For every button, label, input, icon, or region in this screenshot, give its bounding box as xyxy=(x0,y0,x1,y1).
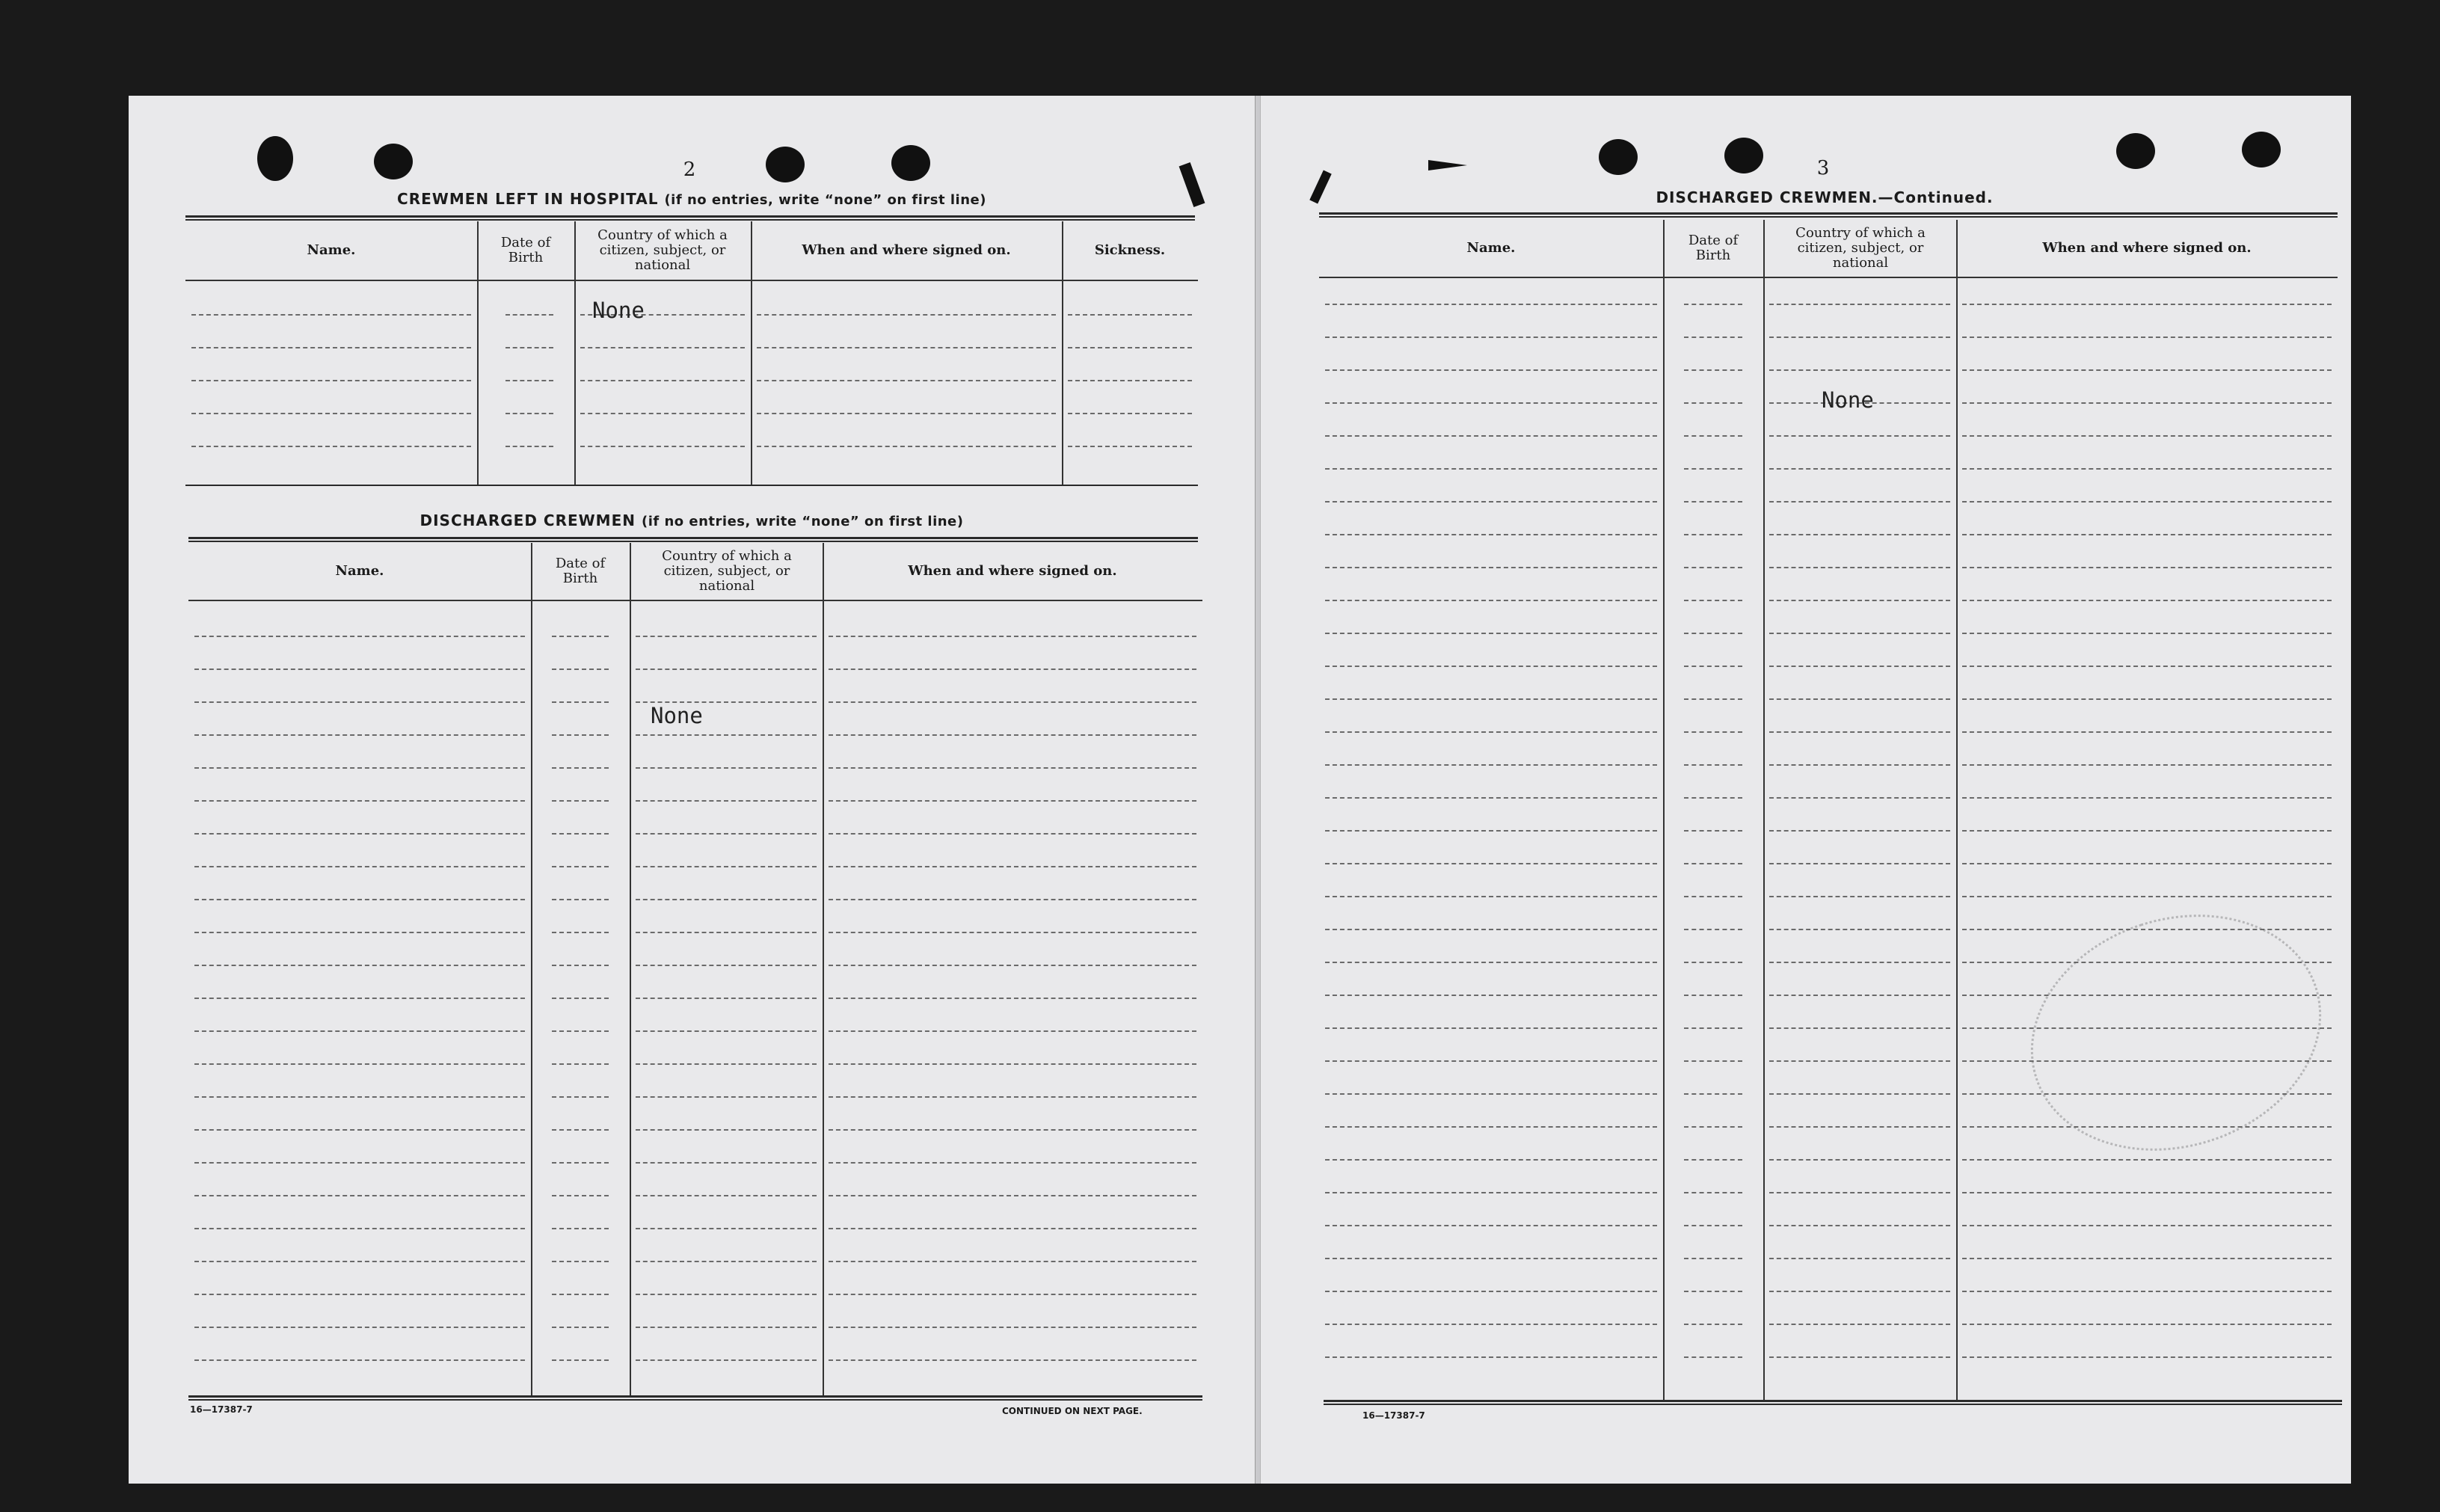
form-number: 16—17387-7 xyxy=(190,1404,253,1415)
section-rule xyxy=(1324,1400,2342,1405)
ruled-line xyxy=(1325,962,1657,963)
ruled-line xyxy=(1325,402,1657,404)
ruled-line xyxy=(194,767,525,769)
ruled-line xyxy=(829,1096,1196,1098)
section-rule xyxy=(1319,212,2338,218)
ruled-line xyxy=(1769,600,1950,601)
ruled-line xyxy=(194,669,525,670)
ruled-line xyxy=(194,1359,525,1361)
ruled-line xyxy=(1684,468,1742,470)
ruled-line xyxy=(552,701,609,703)
ruled-line xyxy=(580,413,745,414)
punch-hole xyxy=(891,145,930,181)
ruled-line xyxy=(1769,501,1950,503)
ruled-line xyxy=(636,800,817,802)
ruled-line xyxy=(1962,402,2332,404)
ruled-line xyxy=(1325,731,1657,733)
column-header: Country of which a citizen, subject, or national xyxy=(597,227,728,273)
section-rule xyxy=(185,485,1198,486)
ruled-line xyxy=(1325,501,1657,503)
ruled-line xyxy=(1769,435,1950,437)
ruled-line xyxy=(1769,1258,1950,1259)
ruled-line xyxy=(829,899,1196,900)
ruled-line xyxy=(552,1327,609,1328)
ruled-line xyxy=(1962,797,2332,799)
ruled-line xyxy=(1325,995,1657,996)
ruled-line xyxy=(1962,369,2332,371)
ruled-line xyxy=(1962,731,2332,733)
column-header: Country of which a citizen, subject, or national xyxy=(662,548,792,594)
ruled-line xyxy=(194,1294,525,1295)
ruled-line xyxy=(636,1294,817,1295)
ruled-line xyxy=(1325,468,1657,470)
discharged-none-entry: None xyxy=(651,703,703,728)
ruled-line xyxy=(194,1129,525,1131)
ruled-line xyxy=(1684,369,1742,371)
ruled-line xyxy=(1325,764,1657,766)
ruled-line xyxy=(1769,1159,1950,1161)
ruled-line xyxy=(636,1195,817,1196)
ruled-line xyxy=(1684,402,1742,404)
ruled-line xyxy=(757,347,1056,348)
ruled-line xyxy=(829,1327,1196,1328)
ruled-line xyxy=(1684,962,1742,963)
ruled-line xyxy=(636,965,817,966)
ruled-line xyxy=(1684,304,1742,305)
ruled-line xyxy=(1325,534,1657,535)
ruled-line xyxy=(1684,863,1742,864)
ruled-line xyxy=(636,1162,817,1164)
ruled-line xyxy=(194,1096,525,1098)
ruled-line xyxy=(552,1228,609,1229)
ruled-line xyxy=(194,1195,525,1196)
right-none-entry: None xyxy=(1822,387,1874,413)
ruled-line xyxy=(1769,468,1950,470)
ruled-line xyxy=(194,1327,525,1328)
ruled-line xyxy=(1962,435,2332,437)
hospital-title: CREWMEN LEFT IN HOSPITAL xyxy=(397,190,659,208)
ruled-line xyxy=(1684,1192,1742,1193)
page-fold xyxy=(1255,96,1261,1484)
ruled-line xyxy=(552,965,609,966)
section-rule xyxy=(188,1395,1202,1401)
ruled-line xyxy=(1962,863,2332,864)
ruled-line xyxy=(1325,797,1657,799)
column-header: Country of which a citizen, subject, or national xyxy=(1795,225,1926,271)
ruled-line xyxy=(1962,698,2332,700)
ruled-line xyxy=(1325,896,1657,897)
ruled-line xyxy=(552,1294,609,1295)
ruled-line xyxy=(1684,764,1742,766)
ruled-line xyxy=(552,1359,609,1361)
ruled-line xyxy=(194,1063,525,1065)
ruled-line xyxy=(1769,1060,1950,1062)
ruled-line xyxy=(1325,304,1657,305)
ruled-line xyxy=(1068,347,1192,348)
column-header: When and where signed on. xyxy=(2042,240,2252,256)
ruled-line xyxy=(1769,962,1950,963)
ruled-line xyxy=(1769,698,1950,700)
ruled-line xyxy=(1325,830,1657,832)
ruled-line xyxy=(1769,336,1950,338)
ruled-line xyxy=(552,669,609,670)
ruled-line xyxy=(1684,731,1742,733)
punch-hole xyxy=(1599,139,1638,175)
section-rule xyxy=(188,537,1198,542)
ruled-line xyxy=(636,1096,817,1098)
ruled-line xyxy=(194,932,525,933)
ruled-line xyxy=(1325,1060,1657,1062)
ruled-line xyxy=(636,1261,817,1262)
hospital-section-title xyxy=(397,190,986,208)
ruled-line xyxy=(636,833,817,835)
ruled-line xyxy=(1962,1291,2332,1292)
ruled-line xyxy=(636,1327,817,1328)
ruled-line xyxy=(1684,896,1742,897)
ruled-line xyxy=(1962,534,2332,535)
ruled-line xyxy=(1684,501,1742,503)
ruled-line xyxy=(1962,633,2332,634)
ruled-line xyxy=(829,998,1196,999)
ruled-line xyxy=(194,833,525,835)
ruled-line xyxy=(191,347,471,348)
ruled-line xyxy=(1962,336,2332,338)
ruled-line xyxy=(829,1030,1196,1032)
ruled-line xyxy=(552,800,609,802)
ruled-line xyxy=(552,998,609,999)
ruled-line xyxy=(1962,1324,2332,1325)
discharged-title: DISCHARGED CREWMEN xyxy=(420,511,636,529)
ruled-line xyxy=(1962,1192,2332,1193)
punch-hole xyxy=(766,147,805,182)
ruled-line xyxy=(829,701,1196,703)
ruled-line xyxy=(1325,435,1657,437)
column-header: When and where signed on. xyxy=(908,563,1117,579)
ruled-line xyxy=(1962,830,2332,832)
ruled-line xyxy=(636,1063,817,1065)
ruled-line xyxy=(829,636,1196,637)
ruled-line xyxy=(1068,446,1192,447)
ruled-line xyxy=(1684,1126,1742,1128)
ruled-line xyxy=(1684,929,1742,930)
punch-hole xyxy=(2242,132,2281,168)
ruled-line xyxy=(1769,1027,1950,1029)
ruled-line xyxy=(1769,369,1950,371)
ruled-line xyxy=(829,1063,1196,1065)
ruled-line xyxy=(1769,995,1950,996)
ruled-line xyxy=(552,833,609,835)
punch-hole xyxy=(1724,138,1763,173)
ruled-line xyxy=(1684,1356,1742,1358)
ruled-line xyxy=(1962,304,2332,305)
ruled-line xyxy=(194,866,525,867)
ruled-line xyxy=(1325,1258,1657,1259)
ruled-line xyxy=(191,446,471,447)
ruled-line xyxy=(1684,797,1742,799)
column-header: Date of Birth xyxy=(500,235,551,265)
ruled-line xyxy=(1325,1356,1657,1358)
ruled-line xyxy=(1962,666,2332,667)
ruled-line xyxy=(1962,896,2332,897)
ruled-line xyxy=(1769,863,1950,864)
ruled-line xyxy=(636,1030,817,1032)
ruled-line xyxy=(636,669,817,670)
ruled-line xyxy=(1325,567,1657,568)
column-header: Name. xyxy=(335,563,384,579)
ruled-line xyxy=(1769,896,1950,897)
punch-hole xyxy=(374,144,413,179)
ruled-line xyxy=(552,734,609,736)
ruled-line xyxy=(194,734,525,736)
ruled-line xyxy=(1684,1060,1742,1062)
ruled-line xyxy=(194,1261,525,1262)
ruled-line xyxy=(194,636,525,637)
ruled-line xyxy=(552,899,609,900)
ruled-line xyxy=(636,1129,817,1131)
ruled-line xyxy=(1769,304,1950,305)
ruled-line xyxy=(194,899,525,900)
ruled-line xyxy=(829,669,1196,670)
ruled-line xyxy=(1684,1093,1742,1095)
ruled-line xyxy=(1684,336,1742,338)
ruled-line xyxy=(552,1096,609,1098)
ruled-line xyxy=(1068,380,1192,381)
right-section-title: DISCHARGED CREWMEN.—Continued. xyxy=(1656,188,1994,206)
ruled-line xyxy=(1769,764,1950,766)
ruled-line xyxy=(1684,633,1742,634)
ruled-line xyxy=(829,1129,1196,1131)
ruled-line xyxy=(1684,1291,1742,1292)
ruled-line xyxy=(1769,797,1950,799)
ruled-line xyxy=(1325,929,1657,930)
ruled-line xyxy=(1684,698,1742,700)
ruled-line xyxy=(757,446,1056,447)
ruled-line xyxy=(1325,600,1657,601)
ruled-line xyxy=(636,1228,817,1229)
ruled-line xyxy=(1684,666,1742,667)
ruled-line xyxy=(194,965,525,966)
ruled-line xyxy=(1068,314,1192,316)
section-rule xyxy=(185,215,1195,221)
ruled-line xyxy=(1684,1324,1742,1325)
ruled-line xyxy=(552,1162,609,1164)
ruled-line xyxy=(1962,600,2332,601)
ruled-line xyxy=(552,636,609,637)
ruled-line xyxy=(829,1359,1196,1361)
hospital-none-entry: None xyxy=(592,298,645,323)
ruled-line xyxy=(829,1162,1196,1164)
ruled-line xyxy=(505,413,553,414)
ruled-line xyxy=(636,998,817,999)
ruled-line xyxy=(829,1294,1196,1295)
ruled-line xyxy=(552,1195,609,1196)
ruled-line xyxy=(505,446,553,447)
ruled-line xyxy=(1769,534,1950,535)
ruled-line xyxy=(829,734,1196,736)
ruled-line xyxy=(1962,1356,2332,1358)
ruled-line xyxy=(1325,633,1657,634)
ruled-line xyxy=(1325,1192,1657,1193)
ruled-line xyxy=(1068,413,1192,414)
column-header: Date of Birth xyxy=(555,556,606,586)
page-number: 3 xyxy=(1816,157,1830,179)
ruled-line xyxy=(829,1261,1196,1262)
ruled-line xyxy=(1769,1093,1950,1095)
ruled-line xyxy=(1684,567,1742,568)
ruled-line xyxy=(552,866,609,867)
ruled-line xyxy=(829,965,1196,966)
ruled-line xyxy=(829,1195,1196,1196)
ruled-line xyxy=(1769,1291,1950,1292)
ruled-line xyxy=(1684,1027,1742,1029)
ruled-line xyxy=(580,446,745,447)
ruled-line xyxy=(1769,1126,1950,1128)
ruled-line xyxy=(580,347,745,348)
discharged-table-left xyxy=(188,543,1202,1395)
ruled-line xyxy=(1769,1225,1950,1226)
form-number: 16—17387-7 xyxy=(1362,1410,1425,1421)
ruled-line xyxy=(636,734,817,736)
ruled-line xyxy=(1684,534,1742,535)
ruled-line xyxy=(1325,1126,1657,1128)
ruled-line xyxy=(1769,633,1950,634)
ruled-line xyxy=(1962,1225,2332,1226)
ruled-line xyxy=(1769,1192,1950,1193)
ruled-line xyxy=(1962,764,2332,766)
ruled-line xyxy=(191,380,471,381)
ruled-line xyxy=(1684,435,1742,437)
ruled-line xyxy=(1325,1291,1657,1292)
ruled-line xyxy=(636,767,817,769)
ruled-line xyxy=(552,932,609,933)
ruled-line xyxy=(580,380,745,381)
ruled-line xyxy=(1769,731,1950,733)
ruled-line xyxy=(194,1030,525,1032)
ruled-line xyxy=(1325,1225,1657,1226)
ruled-line xyxy=(1962,1258,2332,1259)
ruled-line xyxy=(757,413,1056,414)
ruled-line xyxy=(505,314,553,316)
ruled-line xyxy=(829,866,1196,867)
hospital-instruction: (if no entries, write “none” on first line) xyxy=(664,192,986,208)
ruled-line xyxy=(1684,1159,1742,1161)
discharged-table-right xyxy=(1319,220,2338,1400)
discharged-section-title xyxy=(420,511,964,529)
ruled-line xyxy=(1769,567,1950,568)
ruled-line xyxy=(1325,369,1657,371)
ruled-line xyxy=(194,998,525,999)
discharged-instruction: (if no entries, write “none” on first line) xyxy=(641,514,964,529)
column-header: Name. xyxy=(307,242,356,258)
ruled-line xyxy=(552,1063,609,1065)
punch-hole xyxy=(257,136,293,181)
ruled-line xyxy=(757,380,1056,381)
ruled-line xyxy=(1325,666,1657,667)
ruled-line xyxy=(636,932,817,933)
ruled-line xyxy=(505,347,553,348)
ruled-line xyxy=(1962,468,2332,470)
ruled-line xyxy=(194,701,525,703)
ruled-line xyxy=(1325,698,1657,700)
ruled-line xyxy=(191,314,471,316)
ruled-line xyxy=(1684,1258,1742,1259)
ruled-line xyxy=(191,413,471,414)
ruled-line xyxy=(552,767,609,769)
ruled-line xyxy=(1769,1356,1950,1358)
ruled-line xyxy=(1325,863,1657,864)
column-header: Date of Birth xyxy=(1688,233,1739,263)
ruled-line xyxy=(1962,567,2332,568)
ruled-line xyxy=(829,833,1196,835)
ruled-line xyxy=(552,1261,609,1262)
ruled-line xyxy=(552,1129,609,1131)
ruled-line xyxy=(194,800,525,802)
ruled-line xyxy=(194,1228,525,1229)
ruled-line xyxy=(1684,995,1742,996)
ruled-line xyxy=(829,767,1196,769)
ruled-line xyxy=(636,899,817,900)
ruled-line xyxy=(194,1162,525,1164)
ruled-line xyxy=(1769,830,1950,832)
ruled-line xyxy=(505,380,553,381)
ruled-line xyxy=(636,636,817,637)
ruled-line xyxy=(829,1228,1196,1229)
ruled-line xyxy=(829,800,1196,802)
ruled-line xyxy=(1962,1159,2332,1161)
ruled-line xyxy=(552,1030,609,1032)
ruled-line xyxy=(1769,929,1950,930)
ruled-line xyxy=(1769,666,1950,667)
ruled-line xyxy=(1684,1225,1742,1226)
ruled-line xyxy=(1962,501,2332,503)
ruled-line xyxy=(1325,1159,1657,1161)
page-number: 2 xyxy=(683,159,696,181)
ruled-line xyxy=(1769,1324,1950,1325)
column-header: When and where signed on. xyxy=(802,242,1011,258)
ruled-line xyxy=(1325,1324,1657,1325)
ruled-line xyxy=(636,1359,817,1361)
punch-hole xyxy=(2116,133,2155,169)
column-header: Sickness. xyxy=(1094,242,1166,258)
continued-note: CONTINUED ON NEXT PAGE. xyxy=(1002,1406,1143,1416)
hospital-table xyxy=(185,221,1198,485)
ruled-line xyxy=(1325,1027,1657,1029)
ruled-line xyxy=(1684,830,1742,832)
ruled-line xyxy=(1325,336,1657,338)
column-header: Name. xyxy=(1466,240,1516,256)
ruled-line xyxy=(1684,600,1742,601)
ruled-line xyxy=(757,314,1056,316)
ruled-line xyxy=(636,866,817,867)
ruled-line xyxy=(829,932,1196,933)
ruled-line xyxy=(1325,1093,1657,1095)
